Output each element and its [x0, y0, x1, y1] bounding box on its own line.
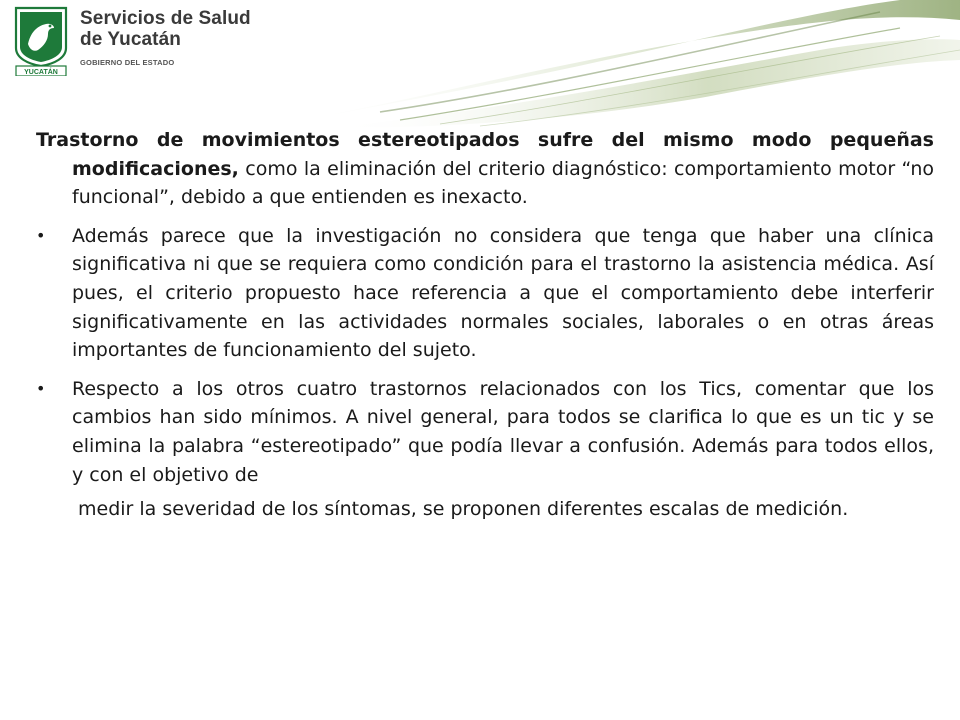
- bullet-text: Además parece que la investigación no considera que tenga que haber una clínica significativa ni que se requiera como condición para el trastorno la asistencia médica. Así pues, el criterio propuesto hace referencia a que el comportamiento debe interferir significativamente en las actividades normales sociales, laborales o en otras áreas importantes de funcionamiento del sujeto.: [72, 224, 934, 362]
- paragraph-rest: como la eliminación del criterio diagnóstico: comportamiento motor “no funcional”, debido a que entienden es inexacto.: [72, 157, 934, 209]
- brand-line-2: de Yucatán: [80, 29, 181, 50]
- brand-subtitle: GOBIERNO DEL ESTADO: [80, 58, 175, 67]
- bullet-item-clinical: [36, 222, 934, 365]
- bullet-text: Respecto a los otros cuatro trastornos relacionados con los Tics, comentar que los cambios han sido mínimos. A nivel general, para todos se clarifica lo que es un tic y se elimina la palabra “estereotipado” que podía llevar a confusión. Además para todos ellos, y con el objetivo de: [72, 377, 934, 486]
- state-seal-logo: [10, 4, 72, 76]
- bullet-icon: •: [36, 378, 46, 398]
- header-banner: [0, 0, 960, 128]
- brand-name: [80, 8, 251, 67]
- paragraph-severity: medir la severidad de los síntomas, se proponen diferentes escalas de medición.: [78, 498, 849, 521]
- bullet-item-tics: [36, 375, 934, 489]
- bullet-icon: •: [36, 225, 46, 245]
- paragraph-stereotyped-movements: [36, 126, 934, 212]
- brand-line-1: Servicios de Salud: [80, 8, 251, 29]
- slide-body: [36, 126, 934, 524]
- svg-text:YUCATÁN: YUCATÁN: [24, 69, 58, 76]
- paragraph-bold-lead: Trastorno de movimientos estereotipados sufre del mismo modo pequeñas modificaciones,: [36, 129, 934, 180]
